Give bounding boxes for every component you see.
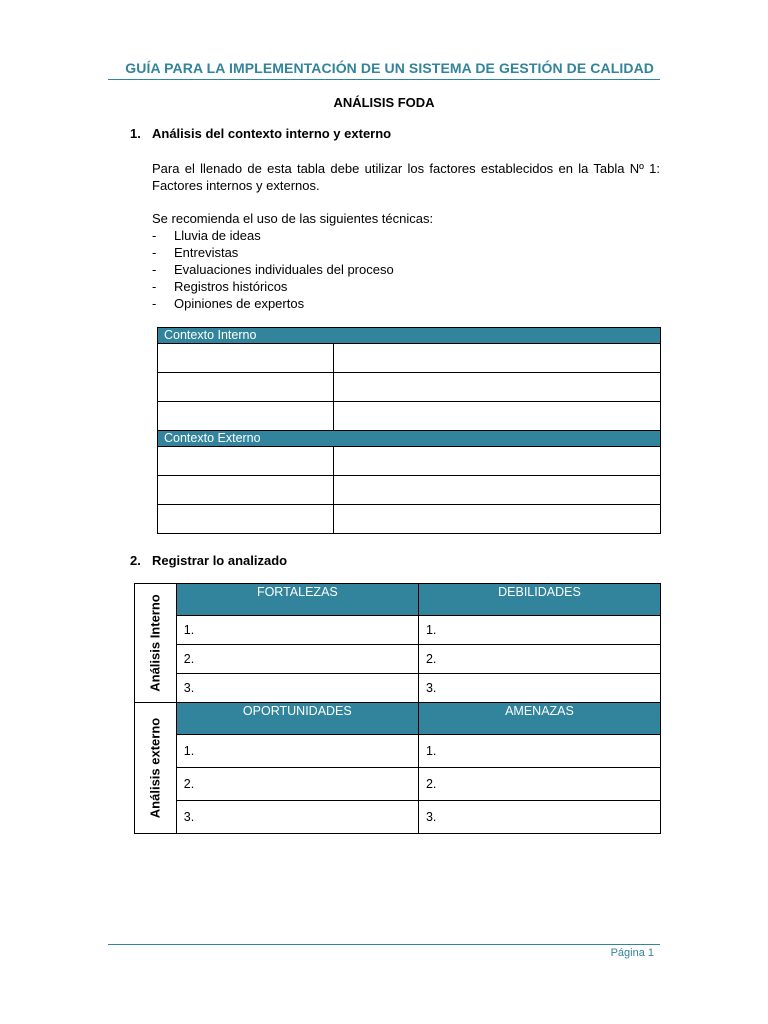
table-row	[135, 616, 661, 645]
weakness-item[interactable]: 2.	[418, 645, 660, 674]
context-internal-header: Contexto Interno	[158, 328, 661, 344]
document-header-title: GUÍA PARA LA IMPLEMENTACIÓN DE UN SISTEMA DE GESTIÓN DE CALIDAD	[125, 60, 654, 76]
list-item: - Entrevistas	[152, 245, 239, 260]
table-cell[interactable]	[158, 505, 334, 534]
table-cell[interactable]	[158, 447, 334, 476]
threat-item[interactable]: 2.	[418, 768, 660, 801]
table-cell[interactable]	[334, 402, 661, 431]
table-row	[135, 645, 661, 674]
threats-header: AMENAZAS	[418, 703, 660, 735]
section-2-heading	[130, 553, 287, 568]
table-row	[135, 674, 661, 703]
list-item: - Lluvia de ideas	[152, 228, 261, 243]
footer-divider	[108, 944, 660, 945]
strengths-header: FORTALEZAS	[176, 584, 418, 616]
table-cell[interactable]	[158, 373, 334, 402]
opportunity-item[interactable]: 1.	[176, 735, 418, 768]
table-row	[158, 402, 661, 431]
table-cell[interactable]	[158, 476, 334, 505]
strength-item[interactable]: 2.	[176, 645, 418, 674]
techniques-list	[152, 227, 394, 312]
table-cell[interactable]	[334, 373, 661, 402]
table-cell[interactable]	[334, 344, 661, 373]
table-row	[158, 373, 661, 402]
table-row	[135, 801, 661, 834]
header-divider	[108, 79, 660, 80]
internal-analysis-side	[135, 584, 177, 703]
opportunity-item[interactable]: 2.	[176, 768, 418, 801]
list-item: - Registros históricos	[152, 279, 288, 294]
strength-item[interactable]: 3.	[176, 674, 418, 703]
table-row	[135, 768, 661, 801]
table-row	[158, 505, 661, 534]
techniques-intro: Se recomienda el uso de las siguientes técnicas:	[152, 211, 434, 226]
internal-analysis-label: Análisis Interno	[147, 594, 163, 692]
table-row	[158, 447, 661, 476]
list-item: - Opiniones de expertos	[152, 296, 305, 311]
table-row	[135, 735, 661, 768]
context-table	[157, 327, 661, 534]
external-analysis-label: Análisis externo	[147, 717, 163, 819]
strength-item[interactable]: 1.	[176, 616, 418, 645]
context-external-header: Contexto Externo	[158, 431, 661, 447]
table-cell[interactable]	[158, 344, 334, 373]
opportunity-item[interactable]: 3.	[176, 801, 418, 834]
table-row	[158, 344, 661, 373]
page-title: ANÁLISIS FODA	[333, 95, 435, 110]
page-number: Página 1	[610, 947, 654, 959]
section-2-number: 2.	[130, 553, 141, 568]
foda-table	[134, 583, 661, 834]
table-row	[158, 476, 661, 505]
section-1-title: Análisis del contexto interno y externo	[152, 126, 392, 141]
section-2-title: Registrar lo analizado	[152, 553, 288, 568]
weakness-item[interactable]: 3.	[418, 674, 660, 703]
opportunities-header: OPORTUNIDADES	[176, 703, 418, 735]
threat-item[interactable]: 3.	[418, 801, 660, 834]
weaknesses-header: DEBILIDADES	[418, 584, 660, 616]
table-cell[interactable]	[334, 476, 661, 505]
section-1-paragraph: Para el llenado de esta tabla debe utilizar los factores establecidos en la Tabla Nº 1: Factores internos y externos.	[152, 161, 660, 193]
section-1-heading	[130, 126, 391, 141]
table-cell[interactable]	[334, 505, 661, 534]
threat-item[interactable]: 1.	[418, 735, 660, 768]
external-analysis-side	[135, 703, 177, 834]
table-cell[interactable]	[334, 447, 661, 476]
table-cell[interactable]	[158, 402, 334, 431]
list-item: - Evaluaciones individuales del proceso	[152, 262, 394, 277]
section-1-number: 1.	[130, 126, 141, 141]
weakness-item[interactable]: 1.	[418, 616, 660, 645]
